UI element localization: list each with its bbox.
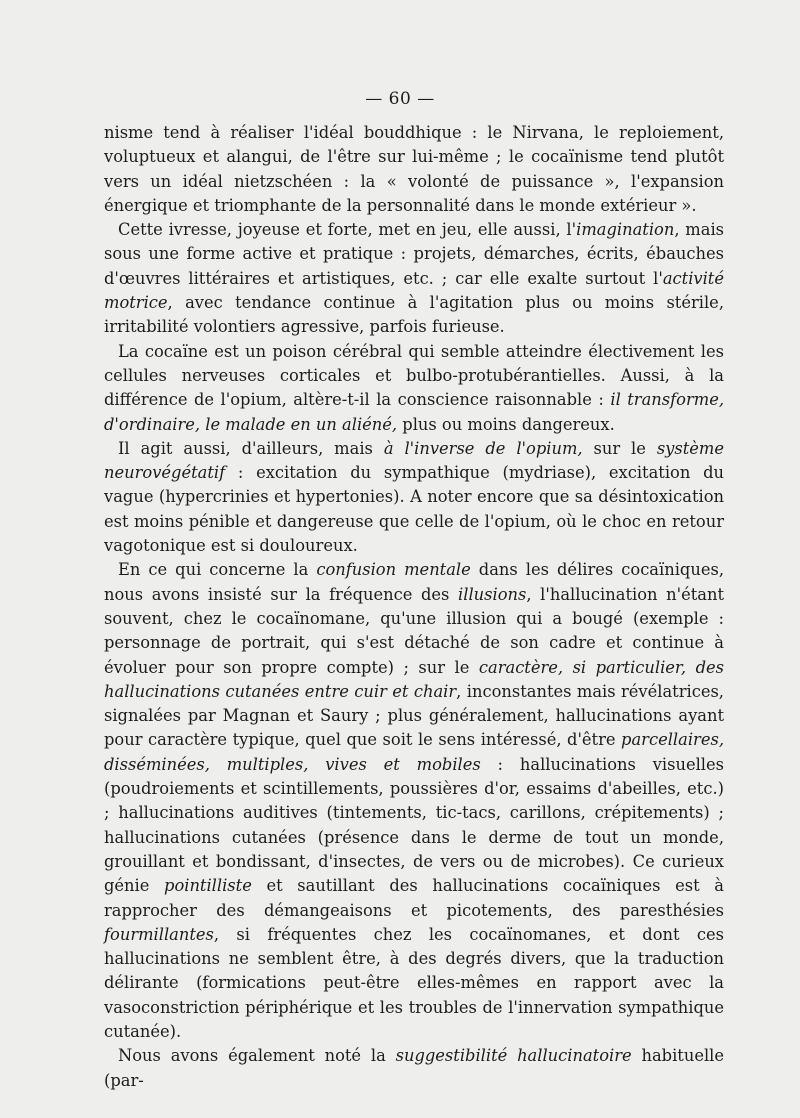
- paragraph: [104, 1044, 724, 1093]
- text-run: Cette ivresse, joyeuse et forte, met en jeu, elle aussi, l': [118, 220, 577, 240]
- body-text: [104, 121, 724, 1093]
- page-number: — 60 —: [365, 89, 435, 109]
- text-run: En ce qui concerne la: [118, 560, 317, 580]
- text-run: Nous avons également noté la: [118, 1046, 396, 1066]
- paragraph: [104, 340, 724, 437]
- text-run: , l'hallucination n'étant souvent, chez le cocaïnomane, qu'une illusion qui a bougé (exemple : personnage de portrait, qui s'est détaché de son cadre et continue à évoluer pour son propre compte) ; sur le: [104, 584, 724, 677]
- text-run: habituelle (par-: [104, 1046, 725, 1090]
- text-run: dans les délires cocaïniques, nous avons insisté sur la fréquence des: [104, 560, 724, 604]
- italic-text: système neurovégétatif: [104, 438, 724, 483]
- italic-text: confusion mentale: [316, 560, 471, 580]
- text-run: et sautillant des hallucinations cocaïniques est à rapprocher des démangeaisons et picotements, des paresthésies: [104, 876, 725, 920]
- italic-text: illusions: [458, 584, 527, 604]
- italic-text: pointilliste: [164, 876, 252, 896]
- text-run: , mais sous une forme active et pratique : projets, démarches, écrits, ébauches d'œuvres littéraires et artistiques, etc. ; car elle exalte surtout l': [104, 220, 725, 288]
- italic-text: activité motrice: [104, 268, 724, 313]
- text-run: , avec tendance continue à l'agitation plus ou moins stérile, irritabilité volontiers agressive, parfois furieuse.: [104, 293, 724, 337]
- text-run: Il agit aussi, d'ailleurs, mais: [118, 438, 384, 458]
- text-run: : excitation du sympathique (mydriase), excitation du vague (hypercrinies et hypertonies). A noter encore que sa désintoxication est moins pénible et dangereuse que celle de l'opium, où le choc en retour vagotonique est si douloureux.: [104, 463, 724, 556]
- paragraph: [104, 121, 724, 218]
- italic-text: imagination: [576, 220, 675, 240]
- italic-text: il transforme, d'ordinaire, le malade en un aliéné,: [104, 390, 725, 434]
- italic-text: parcellaires, disséminées, multiples, vives et mobiles: [104, 730, 724, 774]
- text-run: nisme tend à réaliser l'idéal bouddhique : le Nirvana, le reploiement, voluptueux et alangui, de l'être sur lui-même ; le cocaïnisme tend plutôt vers un idéal nietzschéen : la « volonté de puissance », l'expansion énergique et triomphante de la personnalité dans le monde extérieur ».: [104, 123, 724, 215]
- text-run: sur le: [582, 438, 657, 458]
- paragraph: [104, 218, 724, 339]
- text-run: La cocaïne est un poison cérébral qui semble atteindre électivement les cellules nerveuses corticales et bulbo-protubérantielles. Aussi, à la différence de l'opium, altère-t-il la conscience raisonnable :: [104, 341, 724, 410]
- text-run: plus ou moins dangereux.: [397, 414, 615, 434]
- italic-text: caractère, si particulier, des hallucinations cutanées entre cuir et chair: [104, 657, 724, 701]
- italic-text: fourmillantes: [104, 924, 214, 944]
- text-run: , si fréquentes chez les cocaïnomanes, et dont ces hallucinations ne semblent être, à des degrés divers, que la traduction délirante (formications peut-être elles-mêmes en rapport avec la vasoconstriction périphérique et les troubles de l'innervation sympathique cutanée).: [104, 924, 724, 1041]
- text-run: , inconstantes mais révélatrices, signalées par Magnan et Saury ; plus généralement, hallucinations ayant pour caractère typique, quel que soit le sens intéressé, d'être: [104, 681, 724, 750]
- text-run: : hallucinations visuelles (poudroiements et scintillements, poussières d'or, essaims d'abeilles, etc.) ; hallucinations auditives (tintements, tic-tacs, carillons, crépitements) ; hallucinations cutanées (présence dans le derme de tout un monde, grouillant et bondissant, d'insectes, de vers ou de microbes). Ce curieux génie: [104, 754, 724, 896]
- italic-text: suggestibilité hallucinatoire: [395, 1046, 632, 1066]
- italic-text: à l'inverse de l'opium,: [383, 438, 583, 458]
- paragraph: [104, 558, 724, 1044]
- paragraph: [104, 437, 724, 558]
